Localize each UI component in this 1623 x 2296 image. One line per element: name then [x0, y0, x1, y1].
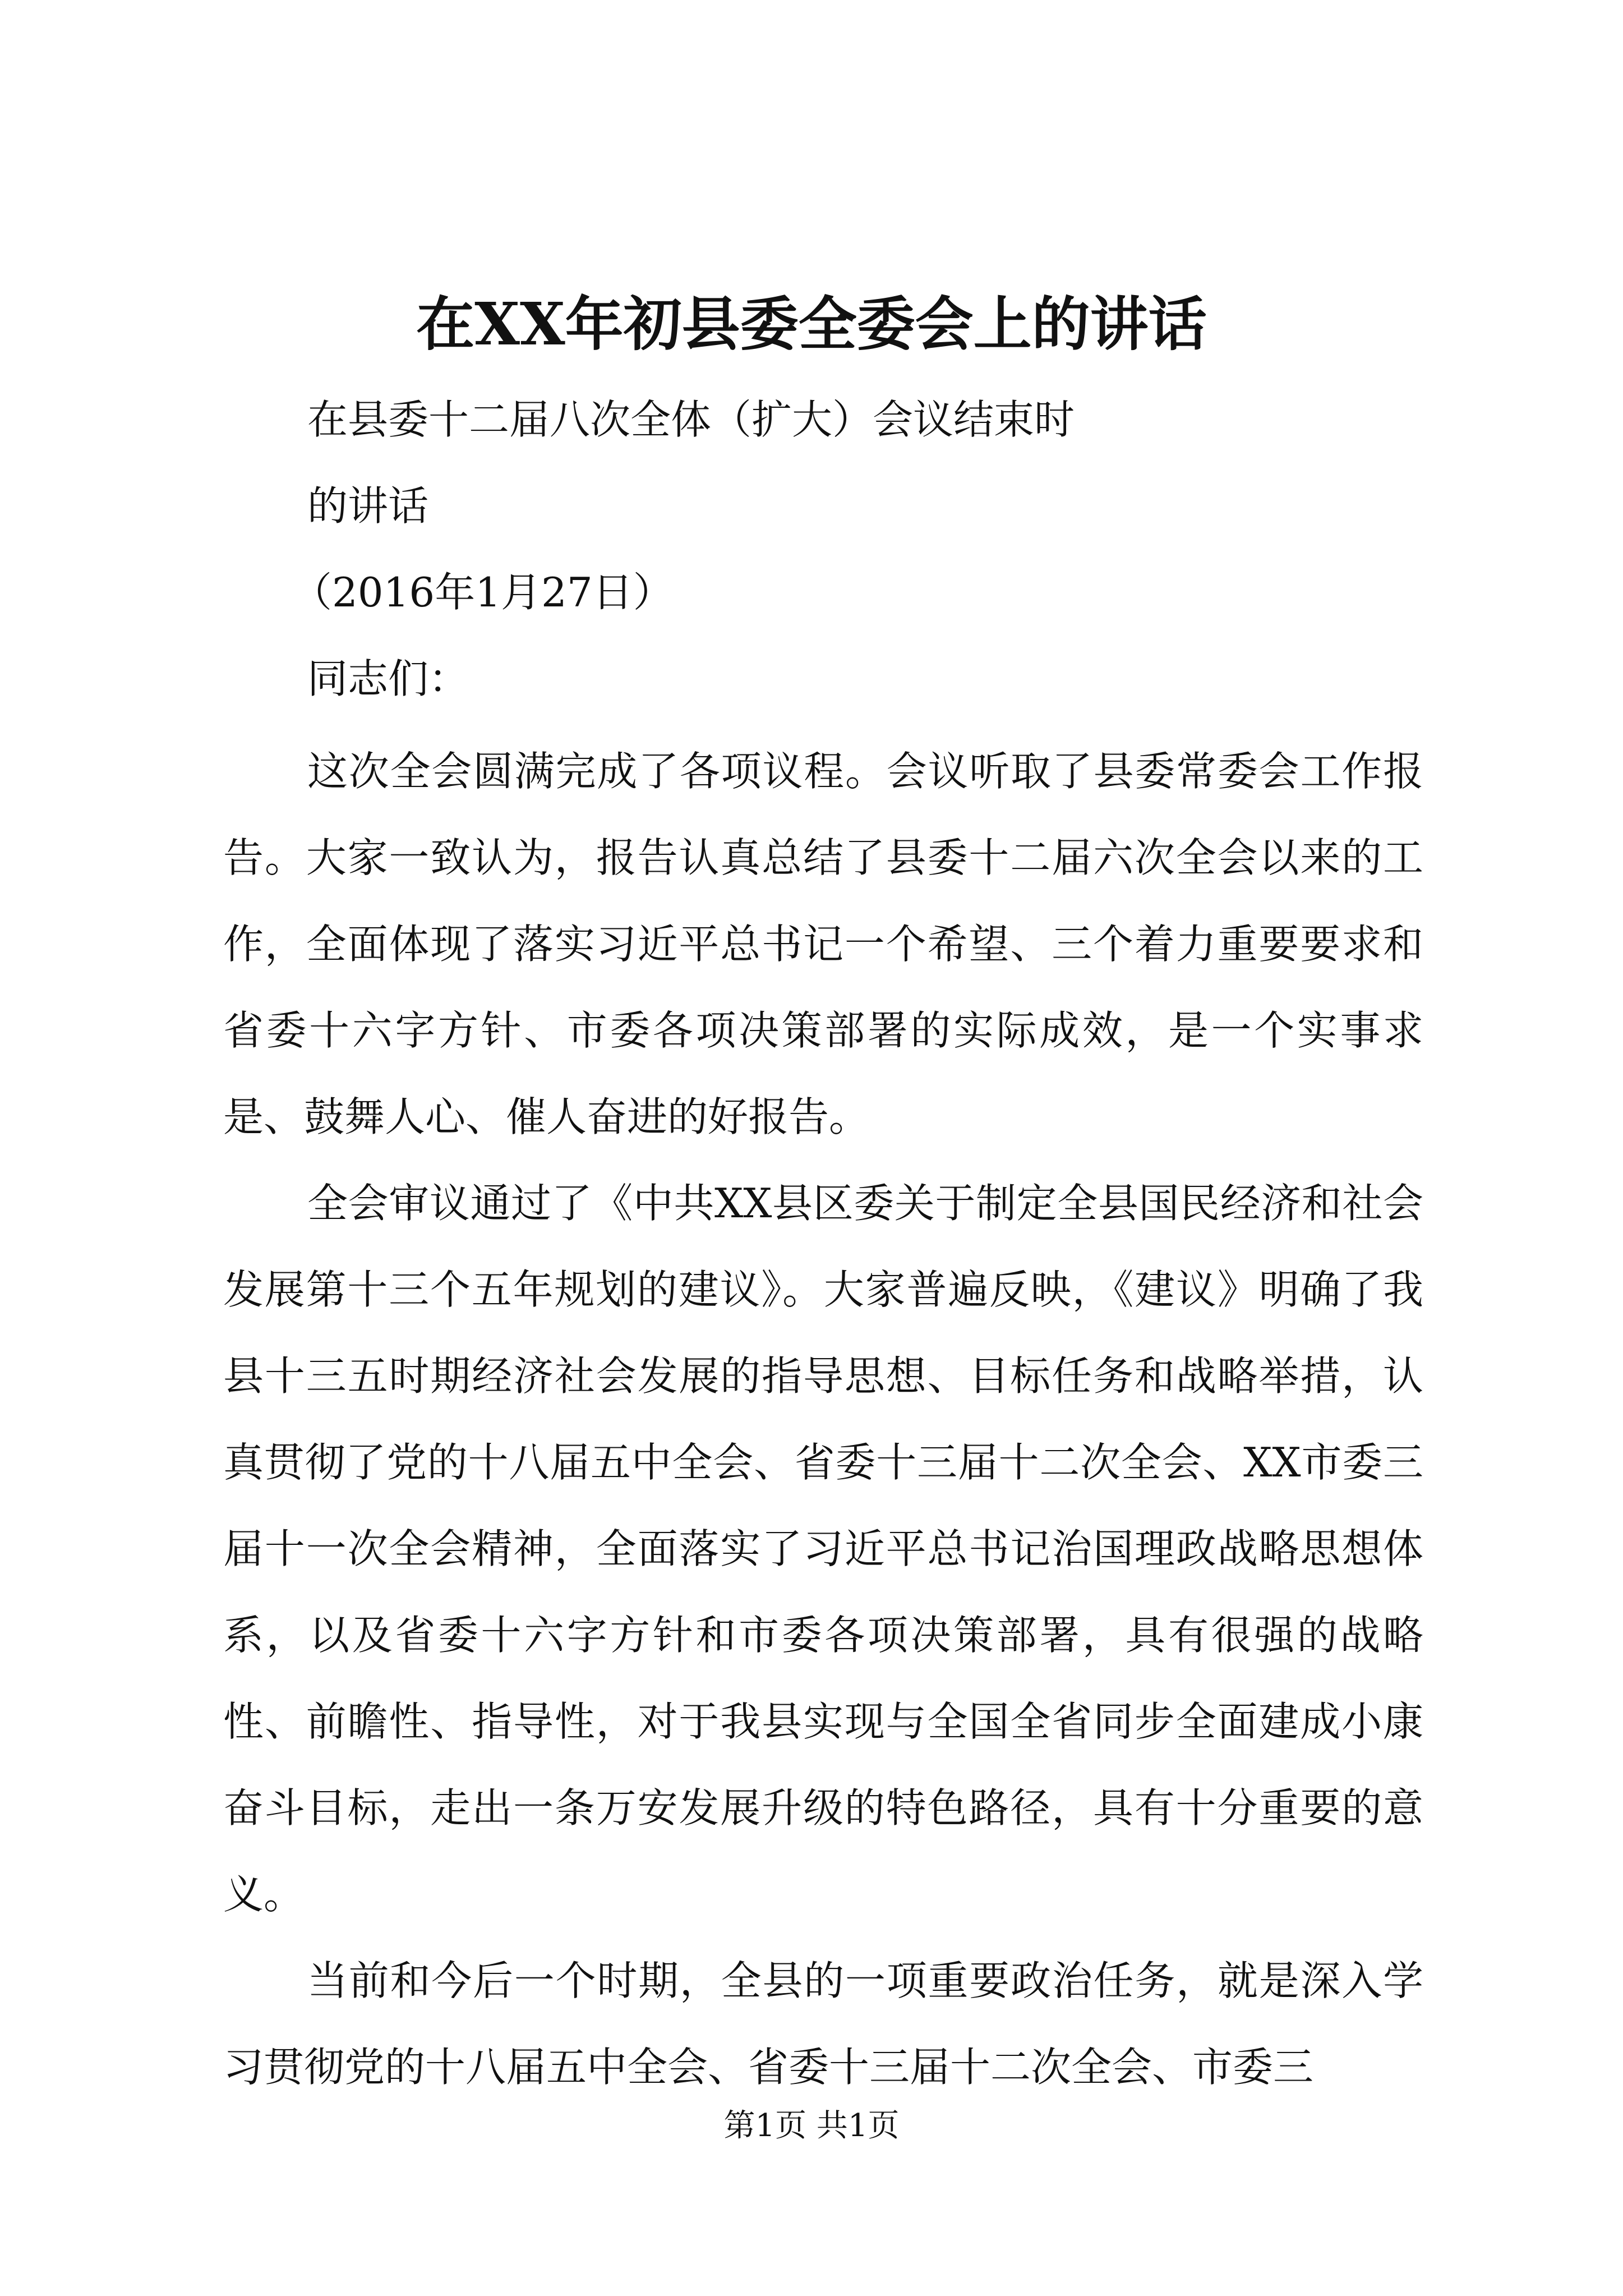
- paragraph-2: 全会审议通过了《中共XX县区委关于制定全县国民经济和社会发展第十三个五年规划的建议》。大家普遍反映，《建议》明确了我县十三五时期经济社会发展的指导思想、目标任务和战略举措，认真贯彻了党的十八届五中全会、省委十三届十二次全会、XX市委三届十一次全会精神，全面落实了习近平总书记治国理政战略思想体系，以及省委十六字方针和市委各项决策部署，具有很强的战略性、前瞻性、指导性，对于我县实现与全国全省同步全面建成小康奋斗目标，走出一条万安发展升级的特色路径，具有十分重要的意义。: [223, 1180, 1423, 1918]
- paragraph-1: 这次全会圆满完成了各项议程。会议听取了县委常委会工作报告。大家一致认为，报告认真总结了县委十二届六次全会以来的工作，全面体现了落实习近平总书记一个希望、三个着力重要要求和省委十六字方针、市委各项决策部署的实际成效，是一个实事求是、鼓舞人心、催人奋进的好报告。: [223, 748, 1423, 1140]
- subtitle-line-2: 的讲话: [307, 482, 429, 530]
- document-title: 在XX年初县委全委会上的讲话: [416, 289, 1207, 358]
- subtitle-line-1: 在县委十二届八次全体（扩大）会议结束时: [307, 396, 1075, 443]
- page-footer: 第1页 共1页: [723, 2108, 900, 2144]
- salutation: 同志们：: [307, 655, 469, 702]
- paragraph-3: 当前和今后一个时期，全县的一项重要政治任务，就是深入学习贯彻党的十八届五中全会、省委十三届十二次全会、市委三: [223, 1957, 1423, 2091]
- speech-date: （2016年1月27日）: [292, 569, 674, 616]
- body-text: [223, 728, 1423, 2110]
